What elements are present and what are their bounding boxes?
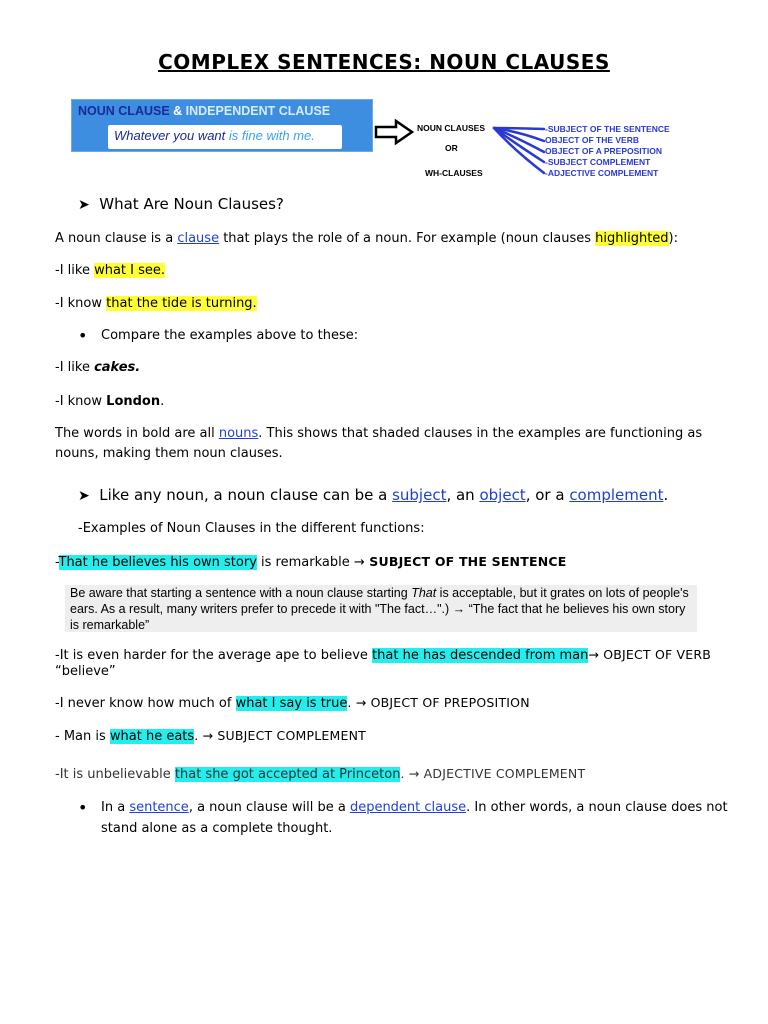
nouns-link[interactable]: nouns	[218, 426, 259, 441]
final-text-end: . In other words, a noun clause does not	[466, 800, 728, 815]
section2-heading	[78, 484, 668, 507]
example-object-preposition-text: -I never know how much of	[55, 696, 236, 711]
intro-paragraph	[55, 229, 678, 249]
diagram-function-4: -SUBJECT COMPLEMENT	[545, 157, 651, 167]
bold-explanation-line1	[55, 424, 702, 444]
example-object-verb	[55, 645, 711, 666]
example-4-noun: London	[106, 394, 161, 409]
example-adjective-complement-clause: that she got accepted at Princeton	[174, 767, 401, 782]
diagram-function-5: -ADJECTIVE COMPLEMENT	[545, 168, 659, 178]
example-subject-text: is remarkable	[256, 555, 354, 570]
diagram-wh-clauses: WH-CLAUSES	[425, 168, 483, 178]
note-text	[70, 585, 692, 633]
example-4-text: -I know	[55, 394, 107, 409]
section1-heading-text: What Are Noun Clauses?	[99, 195, 284, 213]
diagram-function-1: -SUBJECT OF THE SENTENCE	[545, 124, 670, 134]
diagram-noun-clauses: NOUN CLAUSES	[417, 123, 486, 133]
bold-explanation-text: The words in bold are all	[55, 426, 219, 441]
examples-label: -Examples of Noun Clauses in the different functions:	[78, 521, 425, 536]
banner-title-noun-clause: NOUN CLAUSE	[78, 104, 170, 118]
example-object-verb-line2: “believe”	[55, 664, 116, 679]
final-text-start: In a	[101, 800, 130, 815]
banner-title-amp: &	[169, 104, 186, 118]
note-italic-that: That	[411, 586, 437, 600]
banner-title-independent: INDEPENDENT CLAUSE	[185, 104, 331, 118]
intro-text-mid: that plays the role of a noun. For example (noun clauses	[219, 231, 596, 246]
intro-text-end: ):	[668, 231, 678, 246]
arrow-bullet-icon: ➤	[78, 197, 90, 213]
example-3-noun: cakes.	[94, 360, 141, 375]
dependent-clause-link[interactable]: dependent clause	[349, 800, 467, 815]
banner-title	[78, 104, 330, 118]
bold-explanation-line2: nouns, making them noun clauses.	[55, 446, 283, 461]
branch-lines-icon	[490, 120, 548, 180]
object-link[interactable]: object	[479, 486, 526, 504]
note-box	[65, 585, 697, 632]
example-1-clause: what I see.	[94, 263, 166, 278]
object-of-preposition-label: . → OBJECT OF PREPOSITION	[347, 695, 530, 710]
subject-of-sentence-label: SUBJECT OF THE SENTENCE	[364, 554, 567, 569]
bullet-dot-icon: •	[78, 326, 88, 345]
final-paragraph-line2: stand alone as a complete thought.	[101, 821, 333, 836]
banner-example-clause: Whatever you want	[114, 128, 226, 143]
arrow-bullet-icon: ➤	[78, 488, 90, 504]
section2-sep1: , an	[446, 486, 480, 504]
right-arrow-icon: →	[353, 555, 365, 570]
example-subject-complement-clause: what he eats	[109, 729, 195, 744]
example-3	[55, 358, 140, 378]
compare-bullet	[78, 326, 87, 348]
note-text-start: Be aware that starting a sentence with a noun clause starting	[70, 586, 412, 600]
right-arrow-icon	[374, 118, 416, 146]
example-subject-complement	[55, 726, 366, 747]
final-paragraph-line1	[101, 798, 728, 818]
subject-complement-label: . → SUBJECT COMPLEMENT	[194, 728, 366, 743]
banner-example-rest: is fine with me.	[225, 128, 315, 143]
section2-heading-text: Like any noun, a noun clause can be a	[99, 486, 393, 504]
example-3-text: -I like	[55, 360, 95, 375]
example-2-text: -I know	[55, 296, 107, 311]
example-subject-clause: That he believes his own story	[58, 555, 257, 570]
diagram-function-3: OBJECT OF A PREPOSITION	[545, 146, 662, 156]
bold-explanation-text-end: . This shows that shaded clauses in the examples are functioning as	[258, 426, 703, 441]
section2-end: .	[663, 486, 669, 504]
subject-link[interactable]: subject	[392, 486, 447, 504]
example-2	[55, 294, 257, 314]
noun-clause-banner	[71, 99, 373, 152]
banner-example	[114, 128, 315, 143]
example-object-preposition-clause: what I say is true	[235, 696, 348, 711]
example-1	[55, 261, 165, 281]
sentence-link[interactable]: sentence	[129, 800, 189, 815]
bullet-dot-icon: •	[78, 798, 88, 817]
example-subject	[55, 552, 566, 573]
example-4-end: .	[160, 394, 165, 409]
highlighted-word: highlighted	[595, 231, 669, 246]
object-of-verb-label: → OBJECT OF VERB	[588, 647, 712, 662]
adjective-complement-label: . → ADJECTIVE COMPLEMENT	[400, 766, 586, 781]
diagram-or: OR	[445, 143, 458, 153]
example-subject-dash: -	[55, 555, 59, 570]
example-object-verb-clause: that he has descended from man	[372, 648, 589, 663]
page-title: COMPLEX SENTENCES: NOUN CLAUSES	[158, 50, 610, 74]
section1-heading	[78, 193, 284, 216]
intro-text: A noun clause is a	[55, 231, 178, 246]
example-subject-complement-text: - Man is	[55, 729, 110, 744]
note-text-end: is acceptable, but it grates on lots of people's ears. As a result, many writers prefer to precede it with "The fact…".) → “The fact that he believes his own story is remarkable”	[70, 586, 689, 632]
banner-example-box	[108, 125, 342, 149]
example-4	[55, 392, 164, 412]
section2-sep2: , or a	[525, 486, 570, 504]
example-object-verb-text: -It is even harder for the average ape to believe	[55, 648, 373, 663]
clause-link[interactable]: clause	[177, 231, 220, 246]
example-adjective-complement	[55, 764, 585, 785]
example-adjective-complement-text: -It is unbelievable	[55, 767, 175, 782]
example-2-clause: that the tide is turning.	[106, 296, 257, 311]
example-object-preposition	[55, 693, 530, 714]
compare-text: Compare the examples above to these:	[101, 328, 359, 343]
complement-link[interactable]: complement	[569, 486, 664, 504]
final-bullet	[78, 798, 87, 820]
final-text-mid: , a noun clause will be a	[188, 800, 350, 815]
diagram-function-2: OBJECT OF THE VERB	[545, 135, 639, 145]
example-1-text: -I like	[55, 263, 95, 278]
